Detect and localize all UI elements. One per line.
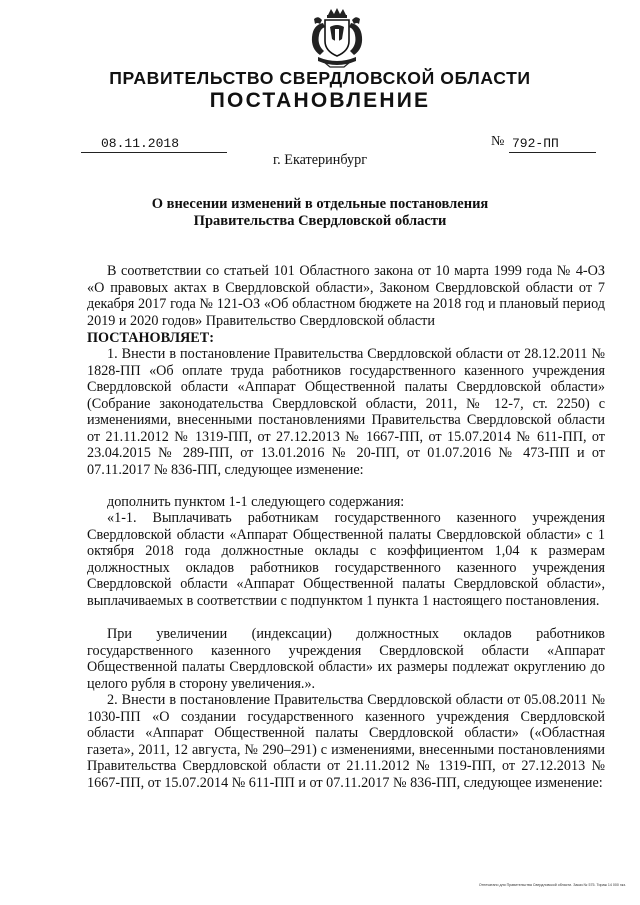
item-1-supplement: дополнить пунктом 1-1 следующего содержания: (107, 494, 405, 510)
document-title-line2: Правительства Свердловской области (193, 213, 447, 229)
document-title (0, 196, 640, 230)
document-title-line1: О внесении изменений в отдельные постановления (151, 196, 489, 212)
organization-name: ПРАВИТЕЛЬСТВО СВЕРДЛОВСКОЙ ОБЛАСТИ (109, 68, 531, 88)
print-note: Отпечатано для Правительства Свердловской области. Заказ № 575. Тираж 14 000 экз. (478, 883, 626, 887)
resolves-heading: ПОСТАНОВЛЯЕТ: (87, 330, 214, 346)
item-1: 1. Внести в постановление Правительства Свердловской области от 28.12.2011 № 1828-ПП «Об оплате труда работников государственного казенного учреждения Свердловской области «Аппарат Общественной палаты Свердловской области» (Собрание законодательства Свердловской области, 2011, № 12-7, ст. 2250) с изменениями, внесенными постановлениями Правительства Свердловской области от 21.11.2012 № 1319-ПП, от 27.12.2013 № 1667-ПП, от 15.07.2014 № 611-ПП, от 23.04.2015 № 289-ПП, от 13.01.2016 № 20-ПП, от 01.07.2016 № 473-ПП и от 07.11.2017 № 836-ПП, следующее изменение: (87, 346, 605, 478)
document-type: ПОСТАНОВЛЕНИЕ (209, 89, 431, 112)
document-date: 08.11.2018 (81, 136, 227, 153)
number-label: № (491, 134, 505, 149)
coat-of-arms-emblem (304, 5, 370, 71)
item-2: 2. Внести в постановление Правительства Свердловской области от 05.08.2011 № 1030-ПП «О создании государственного казенного учреждения Свердловской области «Аппарат Общественной палаты Свердловской области» («Областная газета», 2011, 12 августа, № 290–291) с изменениями, внесенными постановлениями Правительства Свердловской области от 21.11.2012 № 1319-ПП, от 27.12.2013 № 1667-ПП, от 15.07.2014 № 611-ПП и от 07.11.2017 № 836-ПП, следующее изменение: (87, 692, 605, 791)
item-1-quote-paragraph-1: «1-1. Выплачивать работникам государственного казенного учреждения Свердловской области «Аппарат Общественной палаты Свердловской области» с 1 октября 2018 года должностные оклады с коэффициентом 1,04 к размерам должностных окладов работников государственного казенного учреждения Свердловской области «Аппарат Общественной палаты Свердловской области», выплачиваемых в соответствии с подпунктом 1 пункта 1 настоящего постановления. (87, 510, 605, 609)
item-1-quote-paragraph-2: При увеличении (индексации) должностных окладов работников государственного казенного учреждения Свердловской области «Аппарат Общественной палаты Свердловской области» их размеры подлежат округлению до целого рубля в сторону увеличения.». (87, 626, 605, 692)
preamble: В соответствии со статьей 101 Областного закона от 10 марта 1999 года № 4-ОЗ «О правовых актах в Свердловской области», Законом Свердловской области от 7 декабря 2017 года № 121-ОЗ «Об областном бюджете на 2018 год и плановый период 2019 и 2020 годов» Правительство Свердловской области (87, 263, 605, 329)
document-number: 792-ПП (509, 136, 596, 153)
city: г. Екатеринбург (272, 152, 368, 168)
